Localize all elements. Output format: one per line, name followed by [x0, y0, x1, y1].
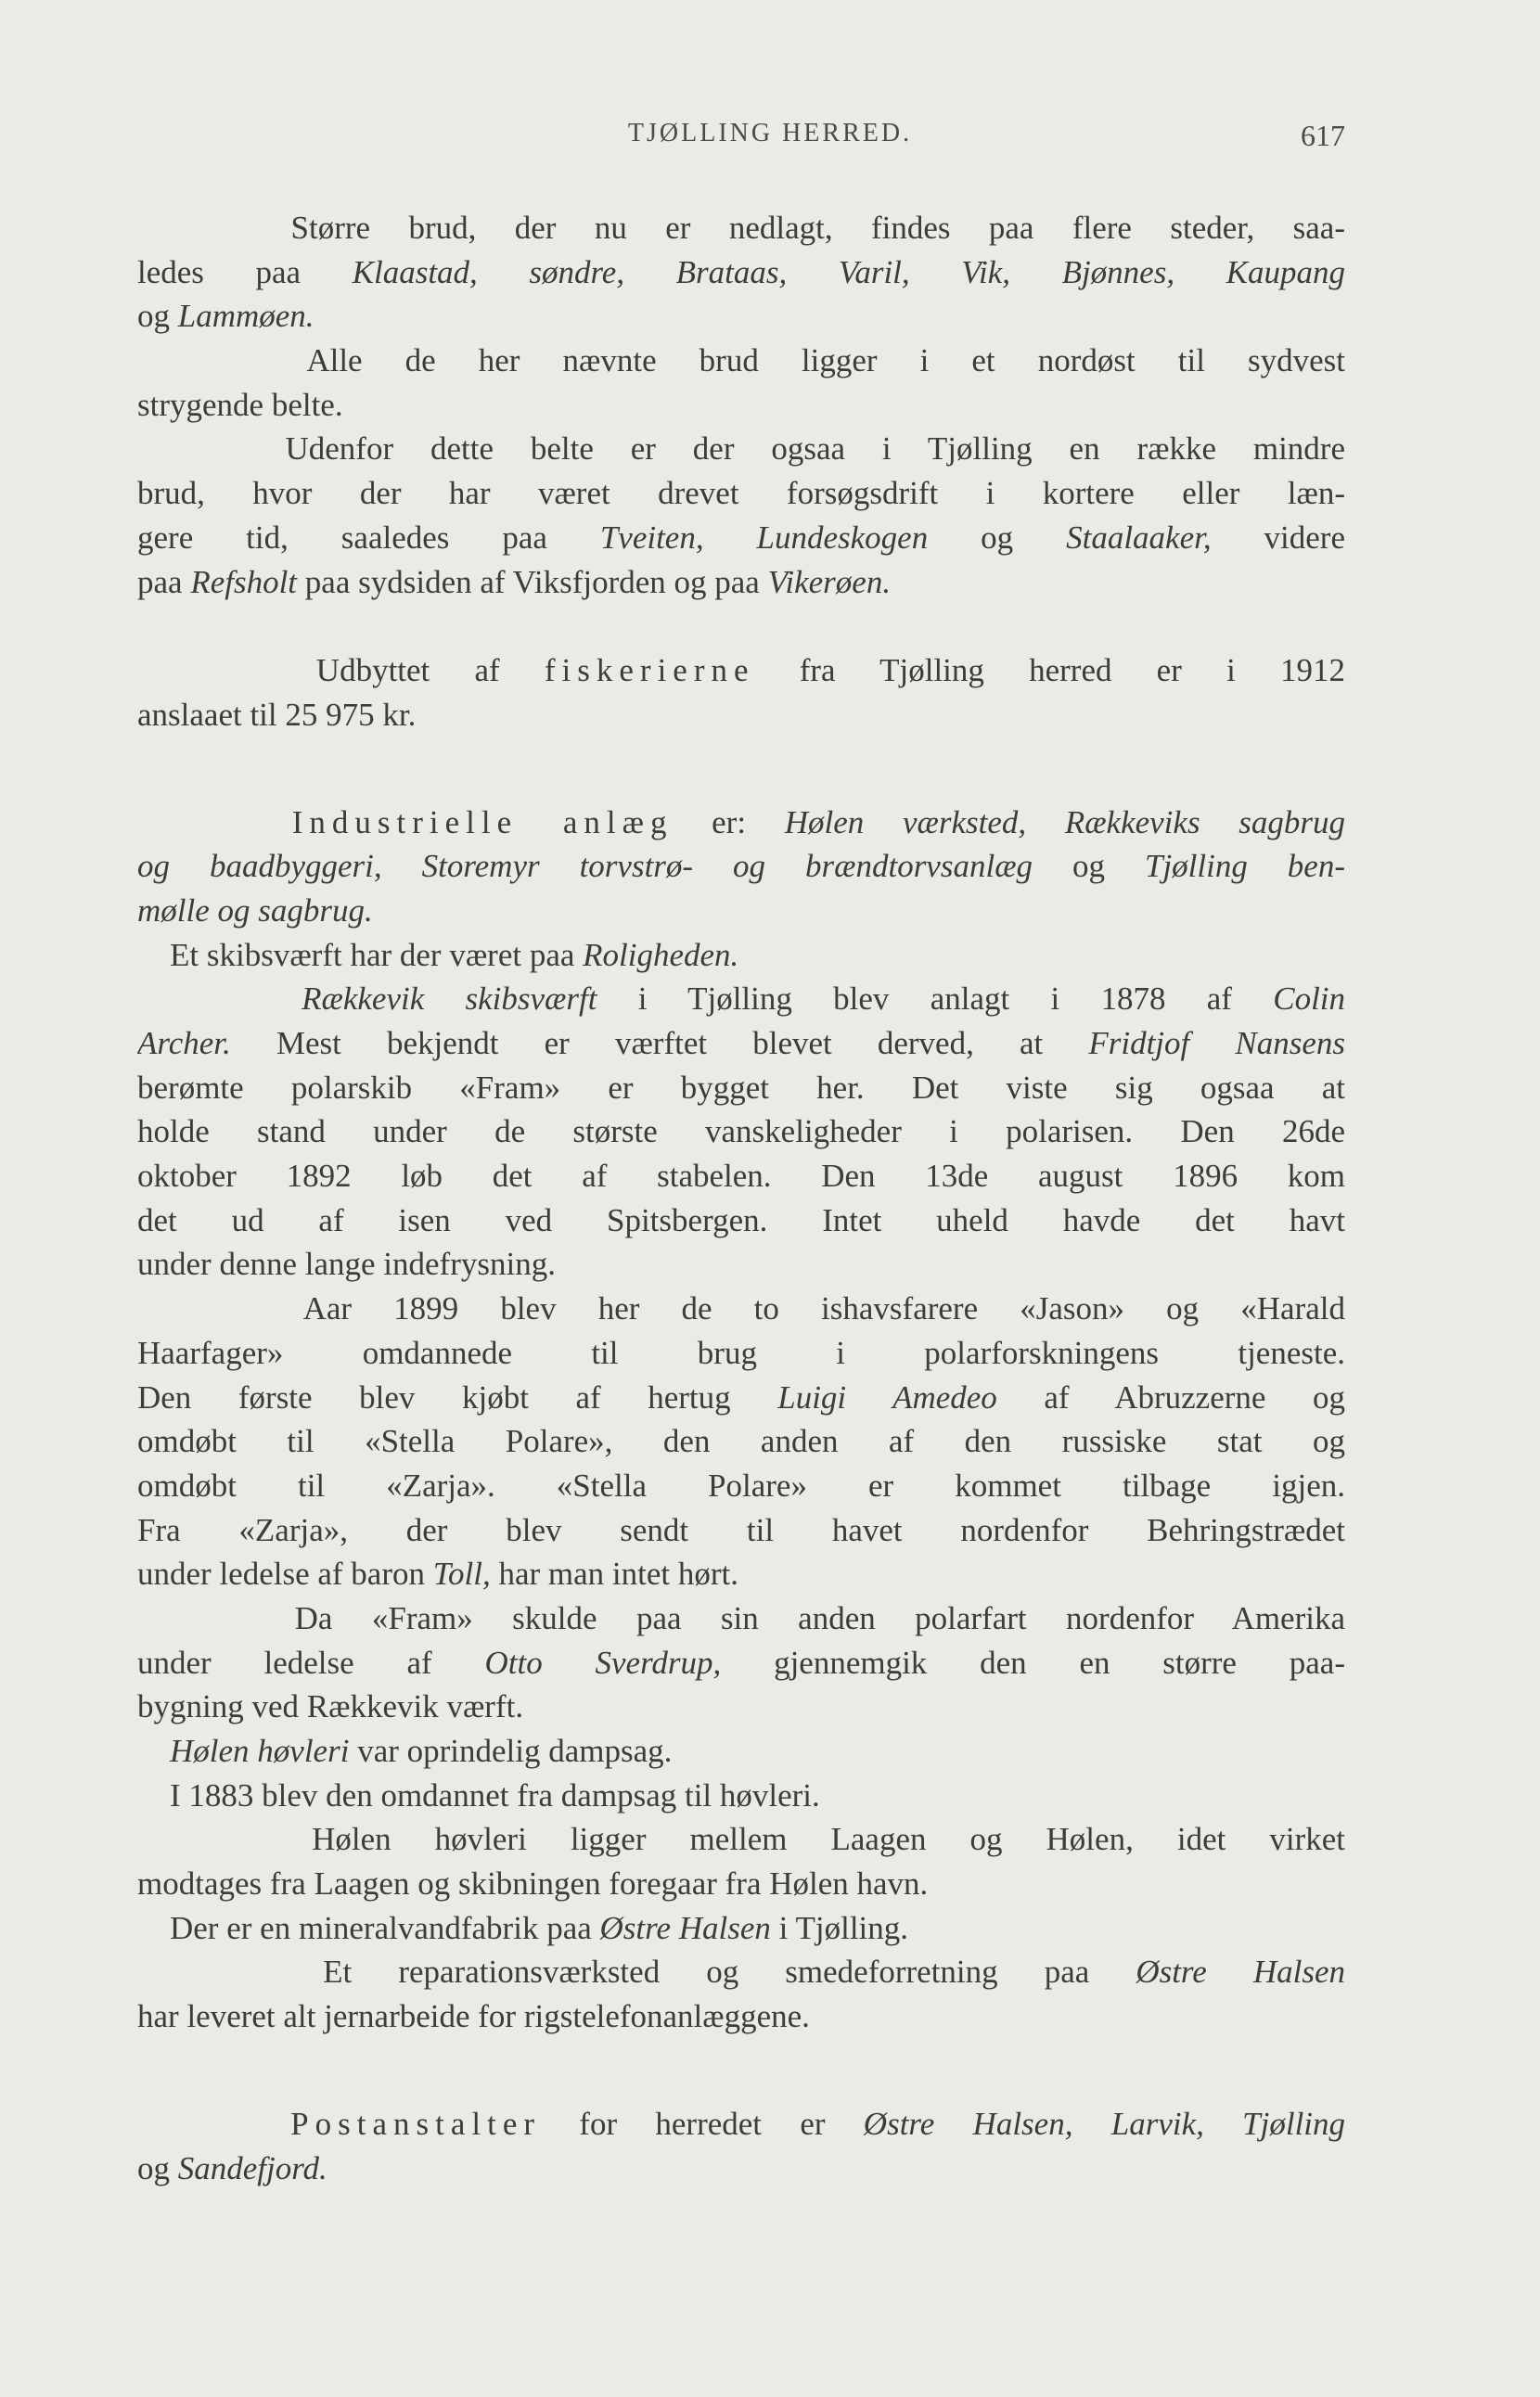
- text-line: har leveret alt jernarbeide for rigstelefonanlæggene.: [137, 1998, 810, 2035]
- person-name: Archer.: [137, 1025, 231, 1061]
- text-line: Hølen høvleri ligger mellem Laagen og Hølen, idet virket: [137, 1821, 1345, 1858]
- text-line: bygning ved Rækkevik værft.: [137, 1688, 524, 1725]
- text-run: Mest bekjendt er værftet blevet derved, at: [230, 1025, 1089, 1061]
- text-line: [137, 1021, 1345, 1066]
- text-line: [137, 560, 1345, 605]
- place-name: Staalaaker,: [1066, 519, 1212, 556]
- text-run: Et reparationsværksted og smedeforretning paa: [137, 1954, 1136, 1991]
- text-line: [137, 1906, 1345, 1951]
- page-header: [0, 119, 1540, 165]
- paragraph-gap: [137, 604, 1345, 648]
- text-run: under ledelse af baron: [137, 1556, 433, 1593]
- text-run: Et skibsværft har der været paa: [137, 936, 584, 973]
- text-line: brud, hvor der har været drevet forsøgsdrift i kortere eller læn-: [137, 475, 1345, 512]
- text-run: Der er en mineralvandfabrik paa: [137, 1909, 600, 1946]
- text-line: Udenfor dette belte er der ogsaa i Tjølling en række mindre: [137, 430, 1345, 468]
- place-names: Østre Halsen, Larvik, Tjølling: [863, 2105, 1345, 2142]
- text-line: Aar 1899 blev her de to ishavsfarere «Jason» og «Harald: [137, 1290, 1345, 1327]
- text-line: omdøbt til «Zarja». «Stella Polare» er kommet tilbage igjen.: [137, 1467, 1345, 1504]
- spaced-heading: Postanstalter: [290, 2105, 542, 2142]
- text-run: [137, 2106, 290, 2142]
- text-line: [137, 250, 1345, 295]
- text-line: [137, 977, 1345, 1021]
- place-name: Refsholt: [190, 563, 298, 600]
- text-line: [137, 648, 1345, 693]
- text-line: I 1883 blev den omdannet fra dampsag til høvleri.: [137, 1776, 820, 1814]
- text-line: berømte polarskib «Fram» er bygget her. Det viste sig ogsaa at: [137, 1069, 1345, 1106]
- text-line: Da «Fram» skulde paa sin anden polarfart nordenfor Amerika: [137, 1599, 1345, 1636]
- text-run: [137, 1733, 170, 1769]
- paragraph-gap: [137, 782, 1345, 801]
- text-run: ledes paa: [137, 253, 353, 290]
- place-name: Hølen høvleri: [170, 1733, 350, 1769]
- text-line: [137, 294, 1345, 339]
- text-line: [137, 1641, 1345, 1686]
- text-line: [137, 516, 1345, 560]
- text-run: og: [137, 2149, 178, 2186]
- person-name: Otto Sverdrup,: [484, 1644, 722, 1681]
- spaced-heading: fiskerierne: [544, 652, 755, 689]
- text-line: [137, 1729, 1345, 1774]
- place-name: Østre Halsen: [1136, 1954, 1345, 1991]
- person-name: Colin: [1273, 981, 1345, 1018]
- text-line: Fra «Zarja», der blev sendt til havet nordenfor Behringstrædet: [137, 1511, 1345, 1548]
- text-line: holde stand under de største vanskeligheder i polarisen. Den 26de: [137, 1113, 1345, 1150]
- text-run: paa: [137, 563, 191, 600]
- text-line: [137, 801, 1345, 845]
- place-name: Sandefjord.: [177, 2149, 327, 2186]
- text-run: paa sydsiden af Viksfjorden og paa: [297, 563, 768, 600]
- place-names: Klaastad, søndre, Brataas, Varil, Vik, Bjønnes, Kaupang: [352, 253, 1345, 290]
- person-name: Toll,: [432, 1556, 491, 1593]
- page-number: 617: [1301, 119, 1345, 152]
- place-name: Tjølling ben-: [1144, 848, 1345, 885]
- paragraph-gap: [137, 2083, 1345, 2102]
- text-run: og: [137, 298, 178, 335]
- place-name: Roligheden.: [583, 936, 739, 973]
- text-line: [137, 889, 1345, 933]
- text-run: Den første blev kjøbt af hertug: [137, 1378, 778, 1416]
- place-names: Tveiten, Lundeskogen: [599, 519, 929, 556]
- text-run: [137, 804, 292, 840]
- person-name: Fridtjof Nansens: [1088, 1025, 1345, 1061]
- text-run: [137, 981, 302, 1017]
- place-names: og baadbyggeri, Storemyr torvstrø- og brændtorvsanlæg: [137, 848, 1033, 885]
- text-line: Alle de her nævnte brud ligger i et nordøst til sydvest: [137, 342, 1345, 379]
- person-name: Luigi Amedeo: [777, 1378, 997, 1416]
- text-line: strygende belte.: [137, 386, 343, 423]
- place-name: Lammøen.: [177, 298, 314, 335]
- text-run: under ledelse af: [137, 1644, 485, 1681]
- text-line: modtages fra Laagen og skibningen foregaar fra Hølen havn.: [137, 1865, 929, 1903]
- text-line: [137, 2147, 1345, 2191]
- text-run: fra Tjølling herred er i 1912: [754, 652, 1345, 689]
- text-line: Større brud, der nu er nedlagt, findes paa flere steder, saa-: [137, 210, 1345, 246]
- place-name: Rækkevik skibsværft: [302, 981, 597, 1018]
- text-line: [137, 1376, 1345, 1420]
- text-line: [137, 844, 1345, 889]
- body-text: [137, 206, 1345, 2190]
- paragraph-gap: [137, 2039, 1345, 2083]
- text-run: gjennemgik den en større paa-: [721, 1644, 1345, 1681]
- place-name: Vikerøen.: [767, 563, 892, 600]
- spaced-heading: Industrielle anlæg: [291, 803, 674, 840]
- text-line: Haarfager» omdannede til brug i polarforskningens tjeneste.: [137, 1334, 1345, 1371]
- place-names: Hølen værksted, Rækkeviks sagbrug: [784, 803, 1345, 840]
- paragraph-gap: [137, 737, 1345, 782]
- text-run: og: [1033, 848, 1145, 885]
- text-line: under denne lange indefrysning.: [137, 1246, 556, 1283]
- text-line: oktober 1892 løb det af stabelen. Den 13de august 1896 kom: [137, 1158, 1345, 1195]
- text-run: og: [928, 519, 1067, 556]
- text-line: omdøbt til «Stella Polare», den anden af den russiske stat og: [137, 1423, 1345, 1460]
- text-run: har man intet hørt.: [490, 1556, 738, 1593]
- text-line: [137, 2102, 1345, 2147]
- place-name: Østre Halsen: [599, 1909, 771, 1946]
- text-run: gere tid, saaledes paa: [137, 519, 600, 556]
- text-run: i Tjølling blev anlagt i 1878 af: [597, 981, 1274, 1018]
- text-run: var oprindelig dampsag.: [349, 1733, 673, 1769]
- text-line: [137, 1552, 1345, 1596]
- text-line: [137, 933, 1345, 978]
- text-run: videre: [1211, 519, 1345, 556]
- text-run: er:: [673, 803, 785, 840]
- text-line: [137, 1950, 1345, 1994]
- place-names: mølle og sagbrug.: [137, 891, 373, 929]
- text-run: af Abruzzerne og: [996, 1378, 1345, 1416]
- text-run: Udbyttet af: [137, 652, 545, 689]
- running-title: TJØLLING HERRED.: [627, 119, 913, 147]
- text-line: anslaaet til 25 975 kr.: [137, 696, 417, 733]
- text-run: i Tjølling.: [770, 1909, 909, 1946]
- text-run: for herredet er: [541, 2105, 864, 2142]
- text-line: det ud af isen ved Spitsbergen. Intet uheld havde det havt: [137, 1201, 1345, 1238]
